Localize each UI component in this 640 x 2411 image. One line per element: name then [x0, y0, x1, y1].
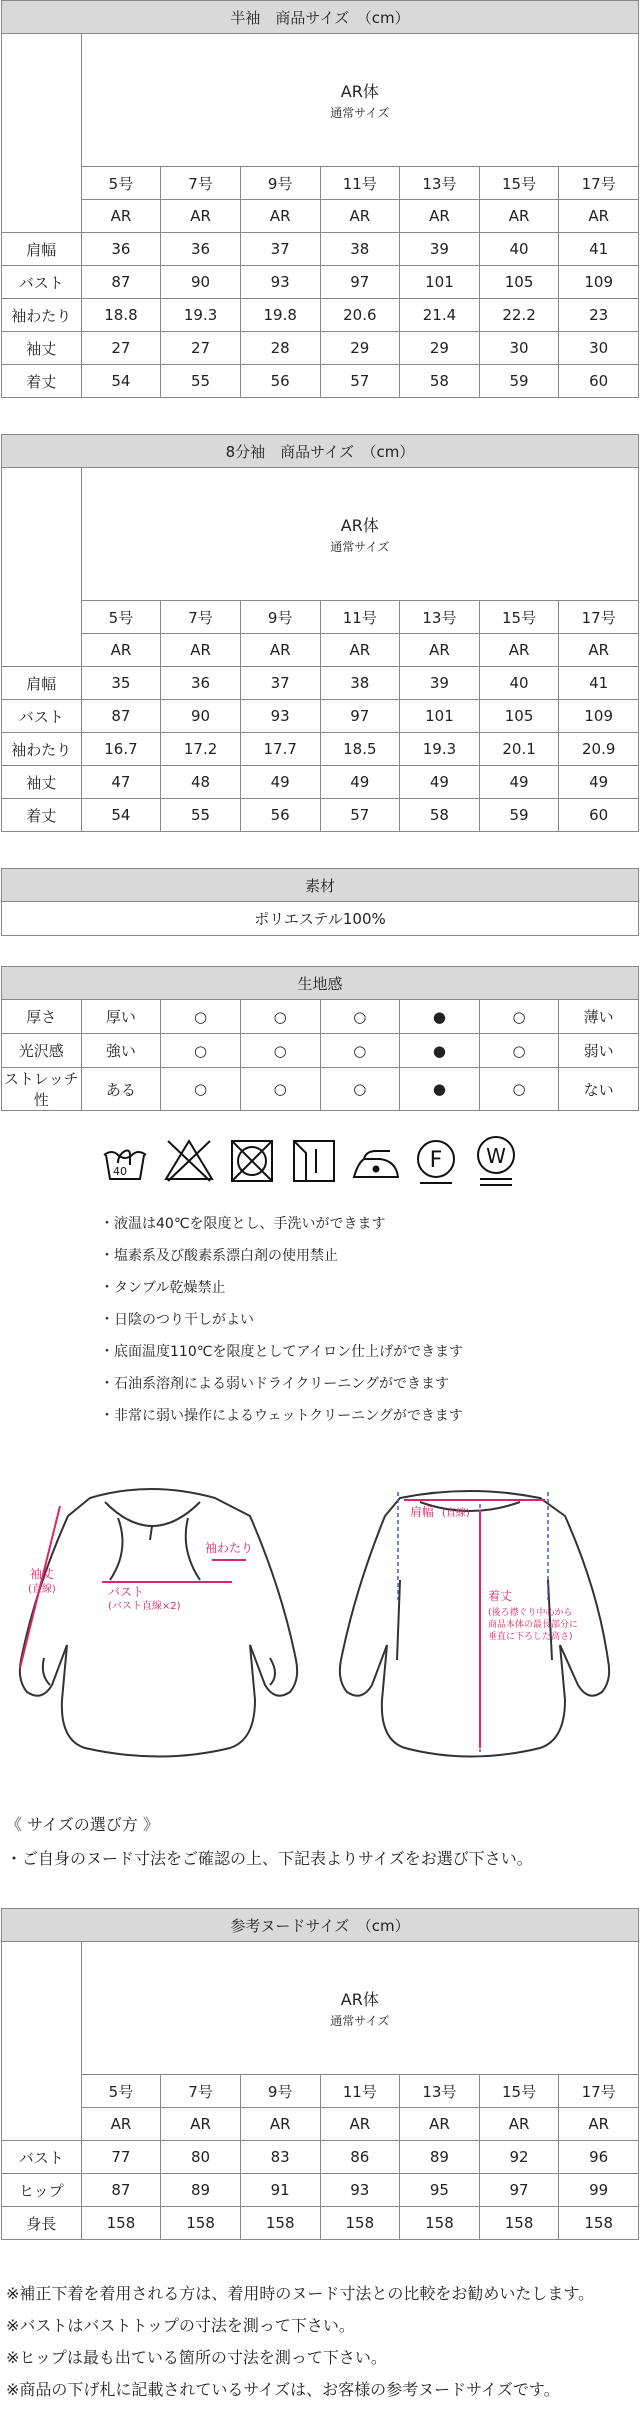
cell: 158	[81, 2207, 161, 2240]
cell: 60	[559, 799, 639, 832]
scale-mark: ○	[479, 1068, 559, 1111]
group-label: AR体	[340, 82, 379, 101]
row-label: 袖わたり	[2, 733, 82, 766]
line-dry-shade-icon	[294, 1141, 334, 1181]
table-row	[2, 299, 639, 332]
fabric-feel-table	[1, 966, 639, 1111]
ar-cell: AR	[400, 634, 480, 667]
row-label: 袖わたり	[2, 299, 82, 332]
material-value: ポリエステル100%	[2, 902, 639, 936]
cell: 17.2	[161, 733, 241, 766]
cell: 93	[320, 2174, 400, 2207]
size-cell: 13号	[400, 167, 480, 200]
table-row	[2, 1000, 639, 1034]
table-row	[2, 799, 639, 832]
wet-clean-letter: W	[486, 1144, 506, 1168]
length-label: 着丈	[488, 1589, 513, 1603]
cell: 49	[320, 766, 400, 799]
row-label: 肩幅	[2, 667, 82, 700]
ar-cell: AR	[81, 200, 161, 233]
cell: 23	[559, 299, 639, 332]
scale-mark: ○	[320, 1000, 400, 1034]
size-row	[2, 2075, 639, 2108]
cell: 37	[240, 233, 320, 266]
hand-wash-icon	[104, 1151, 146, 1180]
cell: 87	[81, 700, 161, 733]
row-label: バスト	[2, 700, 82, 733]
ar-row	[2, 634, 639, 667]
cell: 39	[400, 233, 480, 266]
scale-mark: ●	[400, 1068, 480, 1111]
scale-mark: ○	[161, 1034, 241, 1068]
care-item: ・底面温度110℃を限度としてアイロン仕上げができます	[100, 1344, 464, 1360]
cell: 99	[559, 2174, 639, 2207]
table-title: 参考ヌードサイズ （cm）	[2, 1909, 639, 1942]
cell: 36	[161, 667, 241, 700]
ar-cell: AR	[320, 2108, 400, 2141]
length-sublabel-1: (後ろ襟ぐり中心から	[488, 1608, 573, 1618]
ar-cell: AR	[559, 200, 639, 233]
cell: 27	[161, 332, 241, 365]
size-cell: 11号	[320, 2075, 400, 2108]
cell: 17.7	[240, 733, 320, 766]
sleeve-length-sublabel: (直線)	[28, 1584, 56, 1595]
cell: 20.6	[320, 299, 400, 332]
ar-cell: AR	[479, 2108, 559, 2141]
cell: 40	[479, 233, 559, 266]
cell: 37	[240, 667, 320, 700]
ar-cell: AR	[161, 634, 241, 667]
size-row	[2, 601, 639, 634]
scale-mark: ○	[161, 1068, 241, 1111]
ar-cell: AR	[240, 2108, 320, 2141]
size-guide-text: ・ご自身のヌード寸法をご確認の上、下記表よりサイズをお選び下さい。	[6, 1849, 533, 1868]
cell: 96	[559, 2141, 639, 2174]
table-row	[2, 733, 639, 766]
cell: 39	[400, 667, 480, 700]
svg-text:40: 40	[113, 1165, 127, 1178]
care-instructions	[100, 1208, 463, 1432]
short-sleeve-size-table	[1, 0, 639, 398]
scale-mark: ○	[240, 1068, 320, 1111]
ar-cell: AR	[559, 2108, 639, 2141]
ar-group-header	[81, 468, 638, 601]
dry-clean-letter: F	[429, 1148, 443, 1173]
cell: 30	[559, 332, 639, 365]
cell: 87	[81, 2174, 161, 2207]
row-label: ヒップ	[2, 2174, 82, 2207]
scale-left: ある	[81, 1068, 161, 1111]
cell: 101	[400, 266, 480, 299]
size-cell: 17号	[559, 601, 639, 634]
cell: 101	[400, 700, 480, 733]
wet-clean-icon	[478, 1137, 514, 1185]
care-item: ・塩素系及び酸素系漂白剤の使用禁止	[100, 1248, 338, 1264]
material-section	[0, 868, 639, 936]
group-sublabel: 通常サイズ	[330, 540, 390, 554]
group-label: AR体	[340, 1990, 379, 2009]
cell: 83	[240, 2141, 320, 2174]
note-item: ※バストはバストトップの寸法を測って下さい。	[6, 2316, 355, 2335]
bust-label: バスト	[108, 1585, 145, 1599]
cell: 59	[479, 365, 559, 398]
table-row	[2, 1068, 639, 1111]
cell: 20.1	[479, 733, 559, 766]
cell: 56	[240, 799, 320, 832]
scale-mark: ○	[479, 1034, 559, 1068]
cell: 109	[559, 700, 639, 733]
cell: 158	[400, 2207, 480, 2240]
cell: 90	[161, 266, 241, 299]
notes	[6, 2278, 594, 2406]
size-cell: 7号	[161, 167, 241, 200]
size-cell: 5号	[81, 167, 161, 200]
cell: 97	[479, 2174, 559, 2207]
cell: 89	[161, 2174, 241, 2207]
size-cell: 5号	[81, 601, 161, 634]
note-item: ※ヒップは最も出ている箇所の寸法を測って下さい。	[6, 2348, 387, 2367]
cell: 49	[479, 766, 559, 799]
size-cell: 5号	[81, 2075, 161, 2108]
cell: 57	[320, 365, 400, 398]
measurement-diagram	[0, 1480, 640, 1780]
cell: 49	[240, 766, 320, 799]
size-cell: 17号	[559, 167, 639, 200]
ar-group-header	[81, 34, 638, 167]
size-cell: 9号	[240, 167, 320, 200]
group-sublabel: 通常サイズ	[330, 2014, 390, 2028]
cell: 47	[81, 766, 161, 799]
dry-clean-icon	[418, 1141, 454, 1183]
cell: 109	[559, 266, 639, 299]
cell: 158	[479, 2207, 559, 2240]
size-cell: 15号	[479, 2075, 559, 2108]
empty-corner	[2, 34, 82, 233]
shoulder-sublabel: (直線)	[442, 1508, 470, 1519]
nude-size-table	[1, 1908, 639, 2240]
scale-mark: ○	[161, 1000, 241, 1034]
scale-mark: ○	[479, 1000, 559, 1034]
nude-size-section	[0, 1908, 639, 2240]
ar-row	[2, 2108, 639, 2141]
cell: 55	[161, 799, 241, 832]
care-item: ・液温は40℃を限度とし、手洗いができます	[100, 1216, 386, 1232]
ar-cell: AR	[400, 200, 480, 233]
group-label: AR体	[340, 516, 379, 535]
row-label: 肩幅	[2, 233, 82, 266]
cell: 20.9	[559, 733, 639, 766]
table-row	[2, 766, 639, 799]
empty-corner	[2, 468, 82, 667]
cell: 55	[161, 365, 241, 398]
cell: 18.5	[320, 733, 400, 766]
cell: 89	[400, 2141, 480, 2174]
size-cell: 13号	[400, 601, 480, 634]
front-garment-illustration	[20, 1489, 297, 1757]
size-cell: 7号	[161, 2075, 241, 2108]
cell: 97	[320, 700, 400, 733]
cell: 95	[400, 2174, 480, 2207]
material-title: 素材	[2, 869, 639, 902]
sleeve-width-label: 袖わたり	[205, 1541, 254, 1555]
scale-right: 薄い	[559, 1000, 639, 1034]
fabric-title: 生地感	[2, 967, 639, 1000]
size-cell: 11号	[320, 601, 400, 634]
cell: 97	[320, 266, 400, 299]
care-item: ・タンブル乾燥禁止	[100, 1280, 226, 1296]
iron-icon	[354, 1151, 398, 1177]
cell: 54	[81, 799, 161, 832]
cell: 28	[240, 332, 320, 365]
ar-cell: AR	[400, 2108, 480, 2141]
cell: 92	[479, 2141, 559, 2174]
short-sleeve-size-section	[0, 0, 639, 398]
empty-corner	[2, 1942, 82, 2141]
cell: 58	[400, 365, 480, 398]
cell: 29	[320, 332, 400, 365]
table-row	[2, 1034, 639, 1068]
ar-cell: AR	[81, 634, 161, 667]
cell: 27	[81, 332, 161, 365]
row-label: 着丈	[2, 365, 82, 398]
cell: 29	[400, 332, 480, 365]
cell: 19.3	[161, 299, 241, 332]
cell: 22.2	[479, 299, 559, 332]
care-item: ・非常に弱い操作によるウェットクリーニングができます	[100, 1408, 463, 1424]
bust-sublabel: (バスト直線×2)	[108, 1601, 181, 1612]
group-sublabel: 通常サイズ	[330, 106, 390, 120]
cell: 158	[240, 2207, 320, 2240]
row-label: 袖丈	[2, 766, 82, 799]
cell: 19.8	[240, 299, 320, 332]
length-sublabel-2: 商品本体の最長部分に	[488, 1620, 579, 1630]
care-item: ・日陰のつり干しがよい	[100, 1312, 254, 1328]
shoulder-label: 肩幅	[410, 1505, 435, 1519]
cell: 54	[81, 365, 161, 398]
no-tumble-dry-icon	[232, 1141, 272, 1181]
cell: 158	[320, 2207, 400, 2240]
cell: 16.7	[81, 733, 161, 766]
cell: 158	[559, 2207, 639, 2240]
sleeve-length-label: 袖丈	[30, 1567, 55, 1581]
table-row	[2, 667, 639, 700]
cell: 36	[161, 233, 241, 266]
cell: 57	[320, 799, 400, 832]
long-sleeve-size-table	[1, 434, 639, 832]
cell: 77	[81, 2141, 161, 2174]
cell: 41	[559, 667, 639, 700]
table-row	[2, 266, 639, 299]
cell: 19.3	[400, 733, 480, 766]
cell: 38	[320, 233, 400, 266]
row-label: 身長	[2, 2207, 82, 2240]
size-cell: 15号	[479, 601, 559, 634]
table-row	[2, 332, 639, 365]
table-row	[2, 2174, 639, 2207]
scale-left: 強い	[81, 1034, 161, 1068]
scale-mark: ○	[320, 1068, 400, 1111]
size-cell: 15号	[479, 167, 559, 200]
scale-mark: ●	[400, 1000, 480, 1034]
ar-cell: AR	[161, 200, 241, 233]
row-label: ストレッチ性	[2, 1068, 82, 1111]
size-cell: 17号	[559, 2075, 639, 2108]
cell: 90	[161, 700, 241, 733]
row-label: バスト	[2, 266, 82, 299]
ar-cell: AR	[161, 2108, 241, 2141]
cell: 36	[81, 233, 161, 266]
table-title: 半袖 商品サイズ （cm）	[2, 1, 639, 34]
scale-mark: ●	[400, 1034, 480, 1068]
ar-group-header	[81, 1942, 638, 2075]
length-sublabel-3: 垂直に下ろした高さ)	[488, 1632, 573, 1642]
cell: 18.8	[81, 299, 161, 332]
cell: 35	[81, 667, 161, 700]
cell: 56	[240, 365, 320, 398]
ar-cell: AR	[559, 634, 639, 667]
ar-cell: AR	[479, 634, 559, 667]
care-item: ・石油系溶剤による弱いドライクリーニングができます	[100, 1376, 450, 1392]
size-row	[2, 167, 639, 200]
care-icons	[100, 1133, 520, 1193]
table-row	[2, 365, 639, 398]
cell: 48	[161, 766, 241, 799]
cell: 93	[240, 700, 320, 733]
cell: 158	[161, 2207, 241, 2240]
size-guide-title: 《 サイズの選び方 》	[6, 1815, 159, 1834]
no-bleach-icon	[166, 1141, 212, 1181]
scale-left: 厚い	[81, 1000, 161, 1034]
row-label: 着丈	[2, 799, 82, 832]
cell: 40	[479, 667, 559, 700]
scale-mark: ○	[320, 1034, 400, 1068]
cell: 49	[400, 766, 480, 799]
ar-cell: AR	[81, 2108, 161, 2141]
table-row	[2, 233, 639, 266]
note-item: ※商品の下げ札に記載されているサイズは、お客様の参考ヌードサイズです。	[6, 2380, 560, 2399]
cell: 87	[81, 266, 161, 299]
cell: 59	[479, 799, 559, 832]
size-cell: 9号	[240, 2075, 320, 2108]
fabric-feel-section	[0, 966, 639, 1111]
ar-cell: AR	[240, 634, 320, 667]
material-table	[1, 868, 639, 936]
size-cell: 13号	[400, 2075, 480, 2108]
table-row	[2, 700, 639, 733]
cell: 21.4	[400, 299, 480, 332]
table-row	[2, 2207, 639, 2240]
scale-right: 弱い	[559, 1034, 639, 1068]
ar-cell: AR	[240, 200, 320, 233]
scale-right: ない	[559, 1068, 639, 1111]
long-sleeve-size-section	[0, 434, 639, 832]
row-label: バスト	[2, 2141, 82, 2174]
ar-cell: AR	[320, 634, 400, 667]
cell: 105	[479, 700, 559, 733]
cell: 38	[320, 667, 400, 700]
cell: 41	[559, 233, 639, 266]
size-cell: 7号	[161, 601, 241, 634]
cell: 86	[320, 2141, 400, 2174]
row-label: 厚さ	[2, 1000, 82, 1034]
ar-cell: AR	[320, 200, 400, 233]
cell: 58	[400, 799, 480, 832]
scale-mark: ○	[240, 1034, 320, 1068]
cell: 93	[240, 266, 320, 299]
table-row	[2, 2141, 639, 2174]
cell: 60	[559, 365, 639, 398]
ar-row	[2, 200, 639, 233]
cell: 80	[161, 2141, 241, 2174]
scale-mark: ○	[240, 1000, 320, 1034]
table-title: 8分袖 商品サイズ （cm）	[2, 435, 639, 468]
ar-cell: AR	[479, 200, 559, 233]
cell: 91	[240, 2174, 320, 2207]
size-cell: 11号	[320, 167, 400, 200]
row-label: 袖丈	[2, 332, 82, 365]
cell: 105	[479, 266, 559, 299]
row-label: 光沢感	[2, 1034, 82, 1068]
note-item: ※補正下着を着用される方は、着用時のヌード寸法との比較をお勧めいたします。	[6, 2284, 595, 2303]
cell: 49	[559, 766, 639, 799]
cell: 30	[479, 332, 559, 365]
size-cell: 9号	[240, 601, 320, 634]
